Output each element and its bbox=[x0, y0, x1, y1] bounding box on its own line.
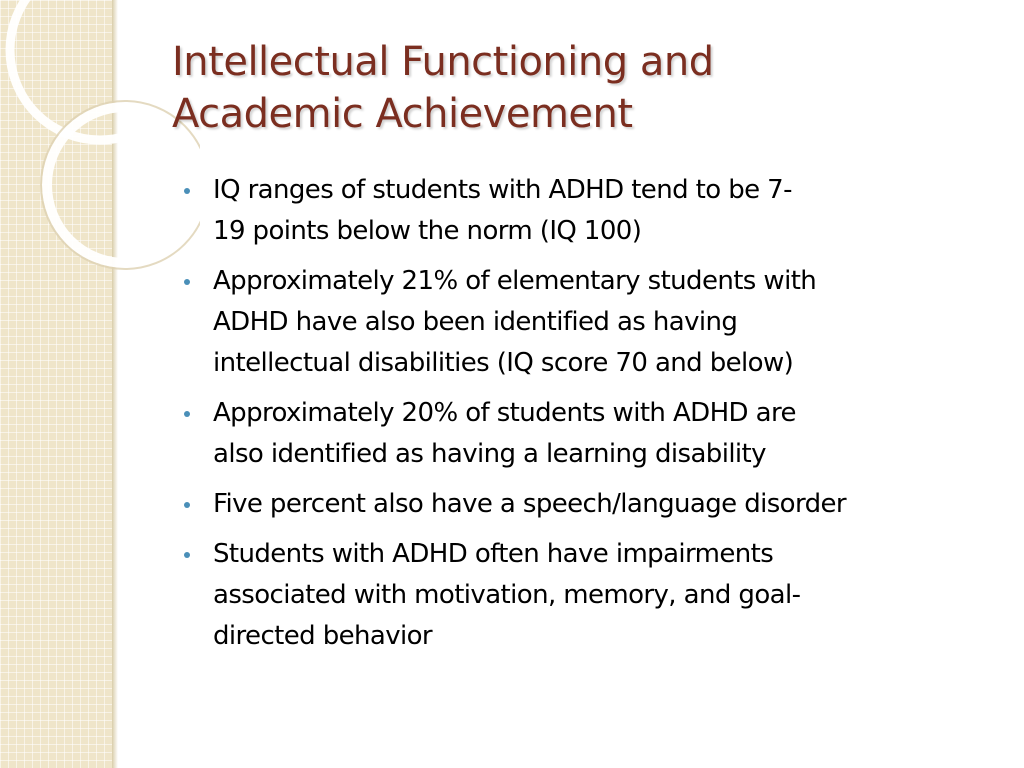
bullet-dot-icon bbox=[184, 411, 190, 417]
bullet-list bbox=[180, 170, 990, 666]
bullet-dot-icon bbox=[184, 188, 190, 194]
slide-title bbox=[172, 36, 972, 140]
bullet-text-line: directed behavior bbox=[213, 621, 433, 651]
bullet-item-iq-ranges bbox=[180, 170, 990, 252]
bullet-text-line: Students with ADHD often have impairments bbox=[213, 539, 774, 569]
bullet-item-speech-language bbox=[180, 484, 990, 525]
bullet-dot-icon bbox=[184, 502, 190, 508]
bullet-text-line: ADHD have also been identified as having bbox=[213, 307, 738, 337]
bullet-dot-icon bbox=[184, 552, 190, 558]
bullet-text-line: IQ ranges of students with ADHD tend to be 7- bbox=[213, 175, 792, 205]
bullet-text-line: intellectual disabilities (IQ score 70 and below) bbox=[213, 348, 794, 378]
bullet-text-line: Approximately 20% of students with ADHD are bbox=[213, 398, 796, 428]
bullet-text-line: Approximately 21% of elementary students with bbox=[213, 266, 817, 296]
bullet-item-intellectual-disabilities bbox=[180, 261, 990, 384]
bullet-text-line: 19 points below the norm (IQ 100) bbox=[213, 216, 642, 246]
slide-title-line-1: Intellectual Functioning and bbox=[172, 39, 714, 85]
bullet-text-line: associated with motivation, memory, and goal- bbox=[213, 580, 801, 610]
bullet-dot-icon bbox=[184, 279, 190, 285]
ring-decoration-icon bbox=[0, 0, 200, 300]
bullet-text-line: Five percent also have a speech/language disorder bbox=[213, 489, 847, 519]
bullet-item-learning-disability bbox=[180, 393, 990, 475]
bullet-text-line: also identified as having a learning disability bbox=[213, 439, 766, 469]
bullet-item-impairments bbox=[180, 534, 990, 657]
slide-title-line-2: Academic Achievement bbox=[172, 91, 633, 137]
